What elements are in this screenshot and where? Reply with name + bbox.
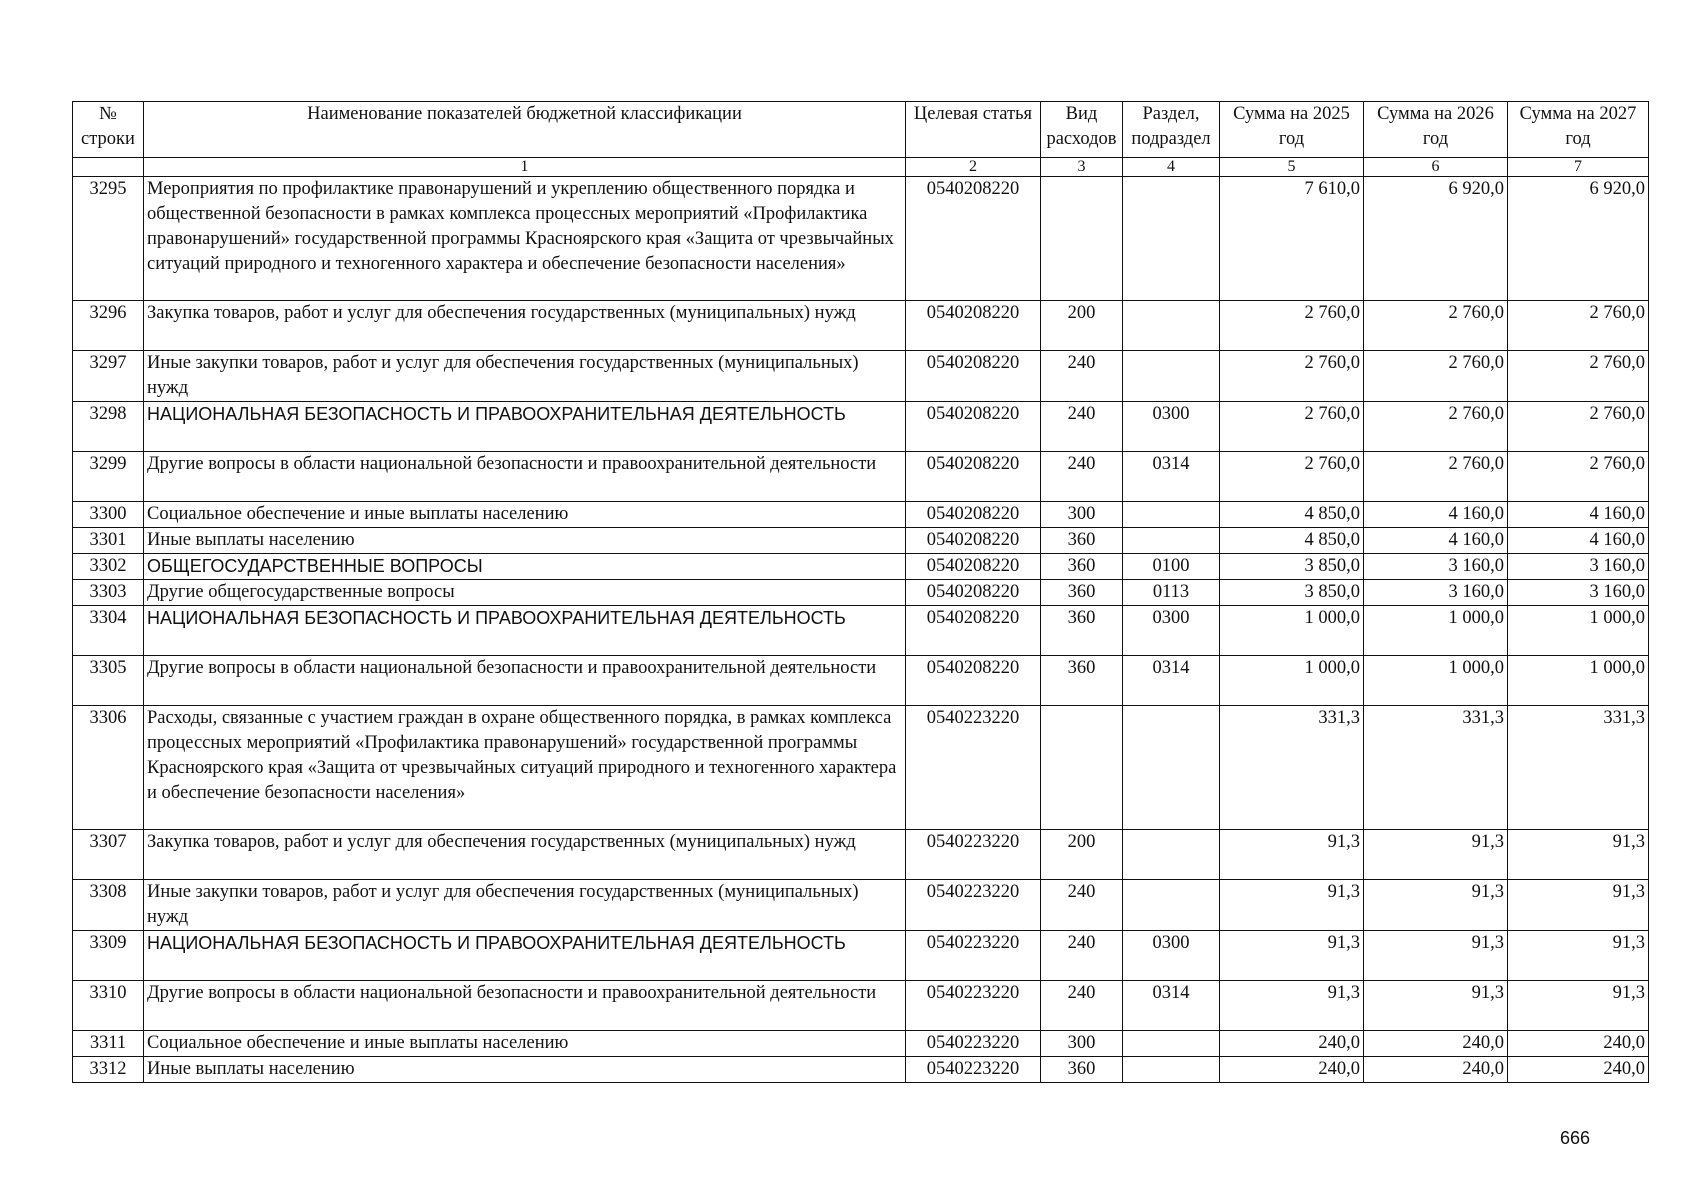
row-sum-2026: 91,3 [1364,981,1508,1031]
table-row [73,502,1649,528]
column-number: 3 [1041,158,1123,177]
row-sum-2027: 1 000,0 [1508,606,1649,656]
row-sum-2026: 2 760,0 [1364,402,1508,452]
row-number: 3298 [73,402,144,452]
header-sum-2027: Сумма на 2027 год [1508,102,1649,158]
column-number: 6 [1364,158,1508,177]
row-target-article: 0540223220 [906,1057,1041,1083]
row-name: Закупка товаров, работ и услуг для обеспечения государственных (муниципальных) нужд [144,301,906,351]
row-sum-2025: 1 000,0 [1220,606,1364,656]
row-target-article: 0540223220 [906,1031,1041,1057]
row-number: 3297 [73,351,144,402]
row-section [1123,706,1220,830]
table-row [73,830,1649,880]
row-sum-2025: 331,3 [1220,706,1364,830]
row-sum-2027: 3 160,0 [1508,580,1649,606]
row-sum-2025: 240,0 [1220,1057,1364,1083]
row-sum-2027: 6 920,0 [1508,177,1649,301]
table-row [73,880,1649,931]
row-expense-type: 240 [1041,981,1123,1031]
row-sum-2027: 240,0 [1508,1031,1649,1057]
row-section: 0314 [1123,981,1220,1031]
row-name: Иные выплаты населению [144,1057,906,1083]
row-target-article: 0540208220 [906,554,1041,580]
column-number: 1 [144,158,906,177]
row-section: 0300 [1123,606,1220,656]
row-sum-2026: 3 160,0 [1364,580,1508,606]
page-number: 666 [1560,1128,1591,1148]
row-target-article: 0540208220 [906,606,1041,656]
table-row [73,402,1649,452]
row-name: Другие вопросы в области национальной безопасности и правоохранительной деятельности [144,981,906,1031]
row-sum-2026: 91,3 [1364,880,1508,931]
column-number-row [73,158,1649,177]
row-section: 0314 [1123,452,1220,502]
row-number: 3311 [73,1031,144,1057]
column-number: 7 [1508,158,1649,177]
row-sum-2025: 4 850,0 [1220,528,1364,554]
row-target-article: 0540208220 [906,502,1041,528]
row-sum-2027: 240,0 [1508,1057,1649,1083]
row-number: 3308 [73,880,144,931]
row-number: 3309 [73,931,144,981]
table-row [73,656,1649,706]
row-sum-2025: 240,0 [1220,1031,1364,1057]
row-expense-type: 360 [1041,528,1123,554]
row-name: НАЦИОНАЛЬНАЯ БЕЗОПАСНОСТЬ И ПРАВООХРАНИТЕЛЬНАЯ ДЕЯТЕЛЬНОСТЬ [144,402,906,452]
row-name: Другие вопросы в области национальной безопасности и правоохранительной деятельности [144,452,906,502]
row-number: 3307 [73,830,144,880]
row-sum-2025: 91,3 [1220,880,1364,931]
row-target-article: 0540208220 [906,580,1041,606]
row-target-article: 0540223220 [906,931,1041,981]
table-row [73,606,1649,656]
row-target-article: 0540223220 [906,706,1041,830]
row-expense-type: 240 [1041,402,1123,452]
row-target-article: 0540208220 [906,301,1041,351]
column-number: 2 [906,158,1041,177]
header-target-article: Целевая статья [906,102,1041,158]
row-number: 3301 [73,528,144,554]
row-name: НАЦИОНАЛЬНАЯ БЕЗОПАСНОСТЬ И ПРАВООХРАНИТЕЛЬНАЯ ДЕЯТЕЛЬНОСТЬ [144,931,906,981]
row-name: Социальное обеспечение и иные выплаты населению [144,502,906,528]
column-number: 4 [1123,158,1220,177]
table-row [73,1031,1649,1057]
row-target-article: 0540208220 [906,177,1041,301]
table-header [73,102,1649,177]
row-number: 3303 [73,580,144,606]
row-sum-2026: 4 160,0 [1364,528,1508,554]
row-sum-2027: 91,3 [1508,981,1649,1031]
row-name: Другие вопросы в области национальной безопасности и правоохранительной деятельности [144,656,906,706]
row-name: Другие общегосударственные вопросы [144,580,906,606]
row-sum-2027: 2 760,0 [1508,351,1649,402]
row-sum-2027: 91,3 [1508,880,1649,931]
row-section: 0300 [1123,931,1220,981]
row-sum-2026: 331,3 [1364,706,1508,830]
row-sum-2027: 2 760,0 [1508,301,1649,351]
row-sum-2027: 3 160,0 [1508,554,1649,580]
row-sum-2025: 91,3 [1220,981,1364,1031]
column-number: 5 [1220,158,1364,177]
row-sum-2027: 4 160,0 [1508,528,1649,554]
row-expense-type: 300 [1041,1031,1123,1057]
row-sum-2026: 3 160,0 [1364,554,1508,580]
row-expense-type [1041,177,1123,301]
row-expense-type: 240 [1041,880,1123,931]
row-name: ОБЩЕГОСУДАРСТВЕННЫЕ ВОПРОСЫ [144,554,906,580]
row-name: НАЦИОНАЛЬНАЯ БЕЗОПАСНОСТЬ И ПРАВООХРАНИТЕЛЬНАЯ ДЕЯТЕЛЬНОСТЬ [144,606,906,656]
header-row-number: № строки [73,102,144,158]
row-number: 3305 [73,656,144,706]
row-section [1123,301,1220,351]
row-sum-2026: 1 000,0 [1364,656,1508,706]
row-sum-2025: 2 760,0 [1220,351,1364,402]
row-section [1123,1057,1220,1083]
row-name: Иные закупки товаров, работ и услуг для обеспечения государственных (муниципальных) нужд [144,351,906,402]
row-sum-2026: 4 160,0 [1364,502,1508,528]
row-expense-type [1041,706,1123,830]
table-row [73,981,1649,1031]
row-sum-2027: 91,3 [1508,830,1649,880]
row-sum-2025: 2 760,0 [1220,452,1364,502]
row-section [1123,177,1220,301]
row-target-article: 0540223220 [906,880,1041,931]
row-expense-type: 200 [1041,301,1123,351]
row-section: 0100 [1123,554,1220,580]
row-target-article: 0540223220 [906,981,1041,1031]
header-section: Раздел, подраздел [1123,102,1220,158]
row-sum-2026: 240,0 [1364,1057,1508,1083]
row-expense-type: 240 [1041,931,1123,981]
row-sum-2027: 1 000,0 [1508,656,1649,706]
row-name: Социальное обеспечение и иные выплаты населению [144,1031,906,1057]
row-sum-2025: 3 850,0 [1220,554,1364,580]
row-expense-type: 200 [1041,830,1123,880]
row-target-article: 0540208220 [906,452,1041,502]
row-sum-2026: 6 920,0 [1364,177,1508,301]
row-sum-2027: 2 760,0 [1508,402,1649,452]
table-row [73,177,1649,301]
row-section [1123,351,1220,402]
row-sum-2025: 4 850,0 [1220,502,1364,528]
row-number: 3299 [73,452,144,502]
row-expense-type: 360 [1041,554,1123,580]
row-number: 3312 [73,1057,144,1083]
table-row [73,351,1649,402]
row-number: 3302 [73,554,144,580]
row-section: 0300 [1123,402,1220,452]
column-number [73,158,144,177]
row-section [1123,1031,1220,1057]
row-name: Иные выплаты населению [144,528,906,554]
row-number: 3295 [73,177,144,301]
row-target-article: 0540223220 [906,830,1041,880]
table-row [73,554,1649,580]
row-section: 0314 [1123,656,1220,706]
row-sum-2025: 3 850,0 [1220,580,1364,606]
row-name: Мероприятия по профилактике правонарушений и укреплению общественного порядка и общественной безопасности в рамках комплекса процессных мероприятий «Профилактика правонарушений» государственной программы Красноярского края «Защита от чрезвычайных ситуаций природного и техногенного характера и обеспечение безопасности населения» [144,177,906,301]
row-sum-2026: 1 000,0 [1364,606,1508,656]
row-sum-2025: 91,3 [1220,931,1364,981]
row-expense-type: 360 [1041,606,1123,656]
row-expense-type: 360 [1041,656,1123,706]
row-number: 3310 [73,981,144,1031]
header-expense-type: Вид расходов [1041,102,1123,158]
table-row [73,706,1649,830]
row-section: 0113 [1123,580,1220,606]
row-number: 3300 [73,502,144,528]
table-body [73,177,1649,1083]
budget-table [72,101,1649,1083]
table-row [73,1057,1649,1083]
row-sum-2026: 2 760,0 [1364,351,1508,402]
row-sum-2026: 91,3 [1364,830,1508,880]
header-sum-2025: Сумма на 2025 год [1220,102,1364,158]
row-sum-2027: 4 160,0 [1508,502,1649,528]
row-sum-2027: 331,3 [1508,706,1649,830]
row-number: 3304 [73,606,144,656]
row-sum-2025: 7 610,0 [1220,177,1364,301]
row-sum-2026: 91,3 [1364,931,1508,981]
row-target-article: 0540208220 [906,402,1041,452]
table-row [73,452,1649,502]
row-section [1123,528,1220,554]
row-section [1123,880,1220,931]
row-sum-2025: 2 760,0 [1220,402,1364,452]
row-sum-2026: 240,0 [1364,1031,1508,1057]
row-sum-2027: 2 760,0 [1508,452,1649,502]
table-row [73,301,1649,351]
row-number: 3306 [73,706,144,830]
header-name: Наименование показателей бюджетной классификации [144,102,906,158]
row-target-article: 0540208220 [906,351,1041,402]
row-target-article: 0540208220 [906,528,1041,554]
row-expense-type: 240 [1041,452,1123,502]
row-expense-type: 360 [1041,1057,1123,1083]
table-row [73,580,1649,606]
row-expense-type: 360 [1041,580,1123,606]
row-sum-2026: 2 760,0 [1364,452,1508,502]
row-sum-2026: 2 760,0 [1364,301,1508,351]
header-sum-2026: Сумма на 2026 год [1364,102,1508,158]
row-sum-2025: 91,3 [1220,830,1364,880]
row-expense-type: 300 [1041,502,1123,528]
table-row [73,931,1649,981]
row-sum-2027: 91,3 [1508,931,1649,981]
row-expense-type: 240 [1041,351,1123,402]
row-name: Расходы, связанные с участием граждан в охране общественного порядка, в рамках комплекса процессных мероприятий «Профилактика правонарушений» государственной программы Красноярского края «Защита от чрезвычайных ситуаций природного и техногенного характера и обеспечение безопасности населения» [144,706,906,830]
row-section [1123,830,1220,880]
row-number: 3296 [73,301,144,351]
row-name: Иные закупки товаров, работ и услуг для обеспечения государственных (муниципальных) нужд [144,880,906,931]
row-name: Закупка товаров, работ и услуг для обеспечения государственных (муниципальных) нужд [144,830,906,880]
row-target-article: 0540208220 [906,656,1041,706]
table-row [73,528,1649,554]
row-section [1123,502,1220,528]
row-sum-2025: 2 760,0 [1220,301,1364,351]
row-sum-2025: 1 000,0 [1220,656,1364,706]
